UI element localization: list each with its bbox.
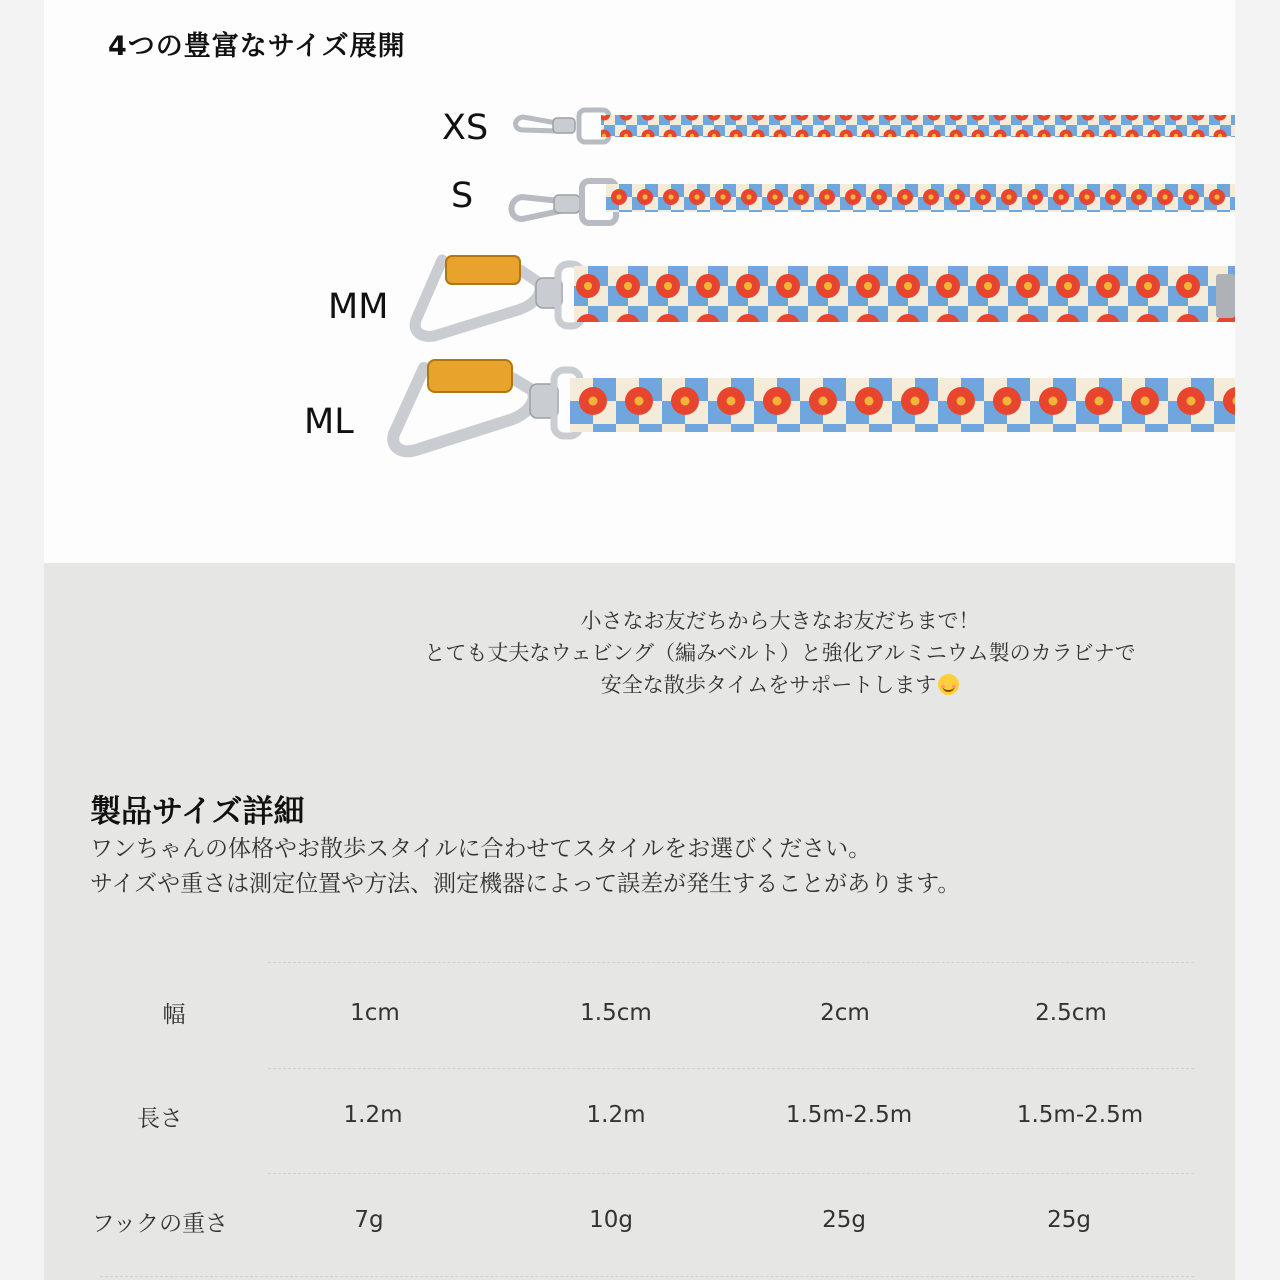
spec-section-title: 製品サイズ詳細: [90, 794, 305, 830]
cell-width-2: 1.5cm: [580, 1000, 652, 1026]
size-label-mm: MM: [328, 287, 389, 327]
row-label-hook-weight: フックの重さ: [91, 1211, 229, 1237]
spec-row-width: [0, 996, 1280, 1046]
page-heading: 4つの豊富なサイズ展開: [108, 31, 406, 62]
size-label-xs: XS: [442, 108, 489, 148]
cell-weight-2: 10g: [589, 1207, 633, 1233]
cell-width-1: 1cm: [350, 1000, 400, 1026]
size-label-ml: ML: [304, 402, 354, 442]
spec-desc-line-2: サイズや重さは測定位置や方法、測定機器によって誤差が発生することがあります。: [90, 871, 961, 897]
row-label-length: 長さ: [137, 1106, 183, 1132]
cell-length-1: 1.2m: [343, 1102, 403, 1128]
cell-length-4: 1.5m-2.5m: [1016, 1102, 1144, 1128]
spec-row-length: [0, 1100, 1280, 1150]
cell-weight-1: 7g: [354, 1207, 384, 1233]
cell-length-3: 1.5m-2.5m: [785, 1102, 913, 1128]
intro-line-2: とても丈夫なウェビング（編みベルト）と強化アルミニウム製のカラビナで: [424, 641, 1136, 665]
cell-length-2: 1.2m: [586, 1102, 646, 1128]
cell-weight-3: 25g: [822, 1207, 866, 1233]
spec-desc-line-1: ワンちゃんの体格やお散歩スタイルに合わせてスタイルをお選びください。: [90, 836, 872, 862]
cell-weight-4: 25g: [1047, 1207, 1091, 1233]
row-label-width: 幅: [162, 1002, 186, 1028]
intro-line-3-text: 安全な散歩タイムをサポートします: [600, 673, 937, 697]
spec-row-hook-weight: [0, 1205, 1280, 1255]
size-label-s: S: [451, 176, 474, 216]
cell-width-3: 2cm: [820, 1000, 870, 1026]
cell-width-4: 2.5cm: [1035, 1000, 1107, 1026]
intro-line-1: 小さなお友だちから大きなお友だちまで！: [580, 609, 980, 633]
